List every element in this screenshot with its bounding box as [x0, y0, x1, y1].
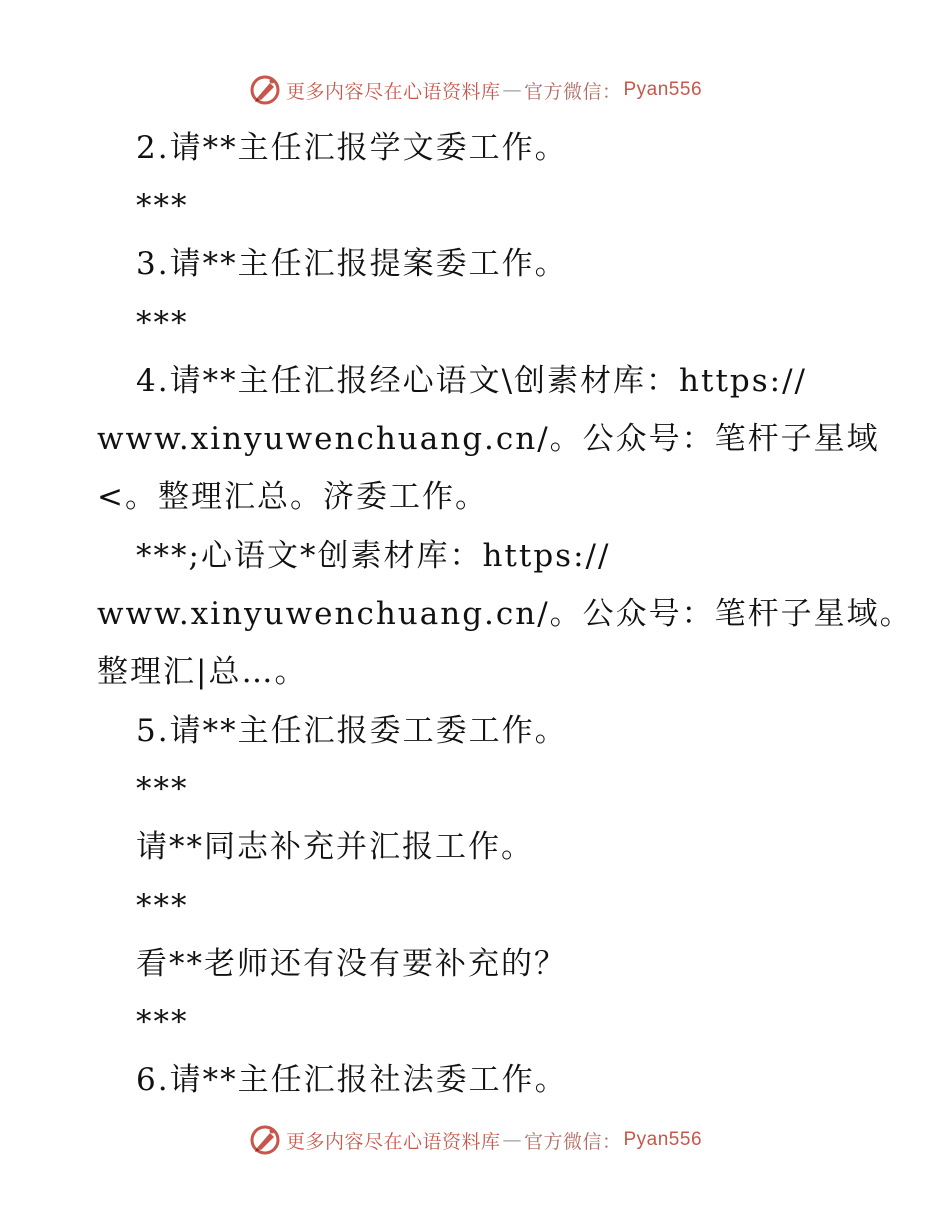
pen-logo-icon	[248, 1123, 282, 1157]
paragraph-line: 3.请**主任汇报提案委工作。	[136, 246, 568, 282]
paragraph-line: ***	[136, 188, 189, 224]
paragraph-line: 请**同志补充并汇报工作。	[136, 829, 534, 865]
paragraph-line: www.xinyuwenchuang.cn/。公众号：笔杆子星域。	[97, 596, 913, 632]
footer-watermark-wechat-id: Pyan556	[623, 1129, 703, 1150]
paragraph-line: ***	[136, 1004, 189, 1040]
footer-watermark-text: 更多内容尽在心语资料库	[285, 1130, 501, 1153]
paragraph-line: 看**老师还有没有要补充的？	[136, 946, 567, 982]
paragraph-line: 2.请**主任汇报学文委工作。	[136, 130, 568, 166]
header-watermark-wechat-id: Pyan556	[623, 79, 703, 100]
paragraph-line: ***	[136, 771, 189, 807]
header-watermark-text: 更多内容尽在心语资料库	[285, 80, 501, 103]
paragraph-line: 6.请**主任汇报社法委工作。	[136, 1062, 568, 1098]
header-watermark	[0, 70, 950, 110]
paragraph-line: ***	[136, 888, 189, 924]
paragraph-line: ***;心语文*创素材库：https://	[136, 538, 611, 574]
paragraph-line: <。整理汇总。济委工作。	[97, 479, 488, 515]
paragraph-line: ***	[136, 305, 189, 341]
footer-watermark-separator: —	[502, 1129, 522, 1151]
paragraph-line: 整理汇|总…。	[97, 654, 308, 690]
paragraph-line: www.xinyuwenchuang.cn/。公众号：笔杆子星域	[97, 421, 880, 457]
footer-watermark	[0, 1120, 950, 1160]
header-watermark-wechat-label: 官方微信：	[523, 80, 622, 103]
footer-watermark-wechat-label: 官方微信：	[523, 1130, 622, 1153]
pen-logo-icon	[248, 73, 282, 107]
paragraph-line: 5.请**主任汇报委工委工作。	[136, 713, 568, 749]
header-watermark-separator: —	[502, 79, 522, 101]
paragraph-line: 4.请**主任汇报经心语文\创素材库：https://	[136, 363, 807, 399]
